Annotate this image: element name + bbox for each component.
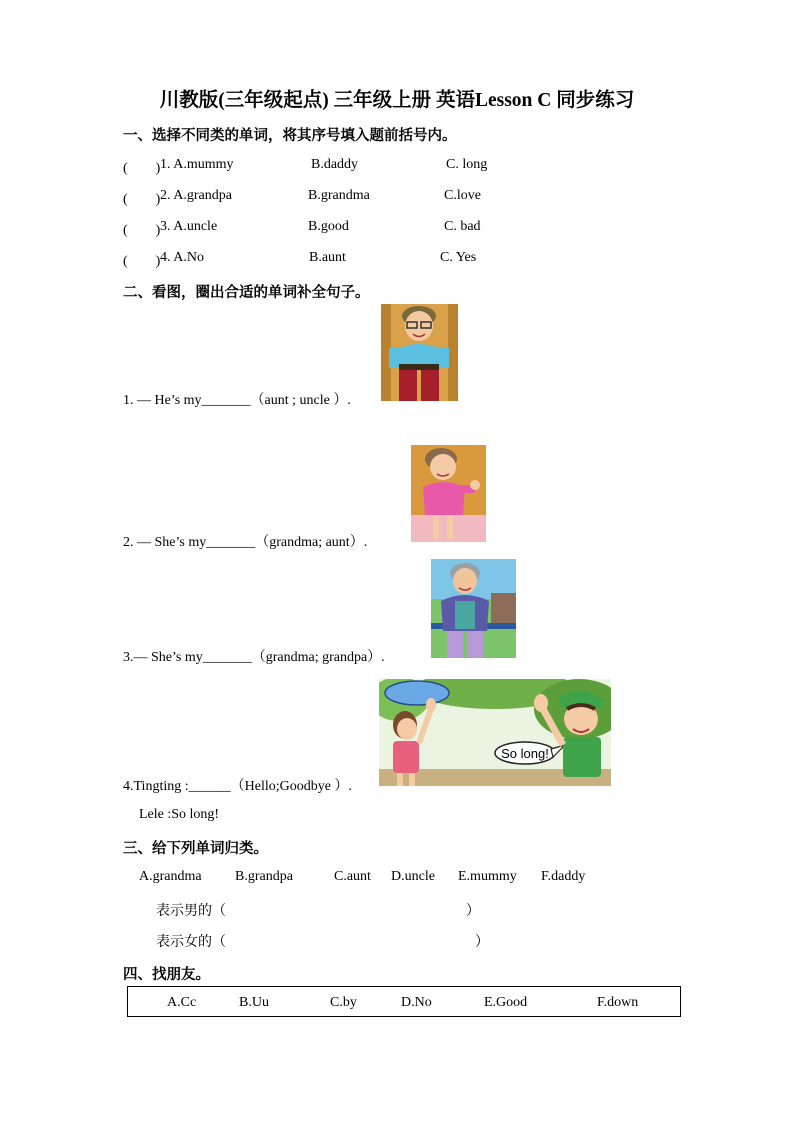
option-a: 3. A.uncle: [160, 219, 218, 234]
answer-paren[interactable]: ( ): [123, 223, 161, 238]
option-a: 2. A.grandpa: [160, 188, 232, 203]
female-label: 表示女的（: [156, 935, 226, 950]
word-option: A.grandma: [139, 869, 202, 884]
section2-heading: 二、看图，圈出合适的单词补全句子。: [123, 285, 370, 301]
option-b: B.aunt: [309, 250, 346, 265]
question-2-4: 4.Tingting :______（Hello;Goodbye ）.: [123, 779, 352, 794]
option-b: B.daddy: [311, 157, 359, 172]
section3-heading: 三、给下列单词归类。: [123, 841, 268, 857]
word-option: F.daddy: [541, 869, 586, 884]
question-2-2: 2. — She’s my_______（grandma; aunt）.: [123, 535, 368, 550]
question-2-1: 1. — He’s my_______（aunt ; uncle ）.: [123, 393, 351, 408]
word-option: E.Good: [484, 995, 528, 1010]
answer-paren[interactable]: ( ): [123, 254, 161, 269]
word-option: B.Uu: [239, 995, 269, 1010]
option-a: 4. A.No: [160, 250, 204, 265]
female-answer-field[interactable]: [248, 931, 473, 949]
word-option: B.grandpa: [235, 869, 293, 884]
aunt-picture: [411, 445, 486, 542]
male-label: 表示男的（: [156, 904, 226, 919]
word-option: E.mummy: [458, 869, 517, 884]
word-option: A.Cc: [167, 995, 197, 1010]
option-b: B.good: [308, 219, 349, 234]
option-c: C. long: [446, 157, 488, 172]
question-2-3: 3.— She’s my_______（grandma; grandpa）.: [123, 650, 385, 665]
answer-paren[interactable]: ( ): [123, 161, 161, 176]
uncle-picture: [381, 304, 458, 401]
goodbye-picture: [379, 679, 611, 786]
option-a: 1. A.mummy: [160, 157, 234, 172]
option-b: B.grandma: [308, 188, 370, 203]
page-title: 川教版(三年级起点) 三年级上册 英语Lesson C 同步练习: [159, 90, 635, 111]
section1-heading: 一、选择不同类的单词，将其序号填入题前括号内。: [123, 128, 457, 144]
section4-heading: 四、找朋友。: [123, 967, 210, 983]
word-option: D.No: [401, 995, 432, 1010]
option-c: C.love: [444, 188, 481, 203]
option-c: C. bad: [444, 219, 481, 234]
question-2-4-response: Lele :So long!: [139, 807, 220, 822]
word-option: C.by: [330, 995, 357, 1010]
speech-bubble-text: So long!: [501, 746, 549, 761]
female-close-paren: ）: [475, 935, 489, 950]
word-option: F.down: [597, 995, 639, 1010]
grandma-picture: [431, 559, 516, 658]
answer-paren[interactable]: ( ): [123, 192, 161, 207]
option-c: C. Yes: [440, 250, 477, 265]
word-option: D.uncle: [391, 869, 435, 884]
male-answer-field[interactable]: [248, 900, 463, 918]
word-option: C.aunt: [334, 869, 371, 884]
male-close-paren: ）: [466, 904, 480, 919]
